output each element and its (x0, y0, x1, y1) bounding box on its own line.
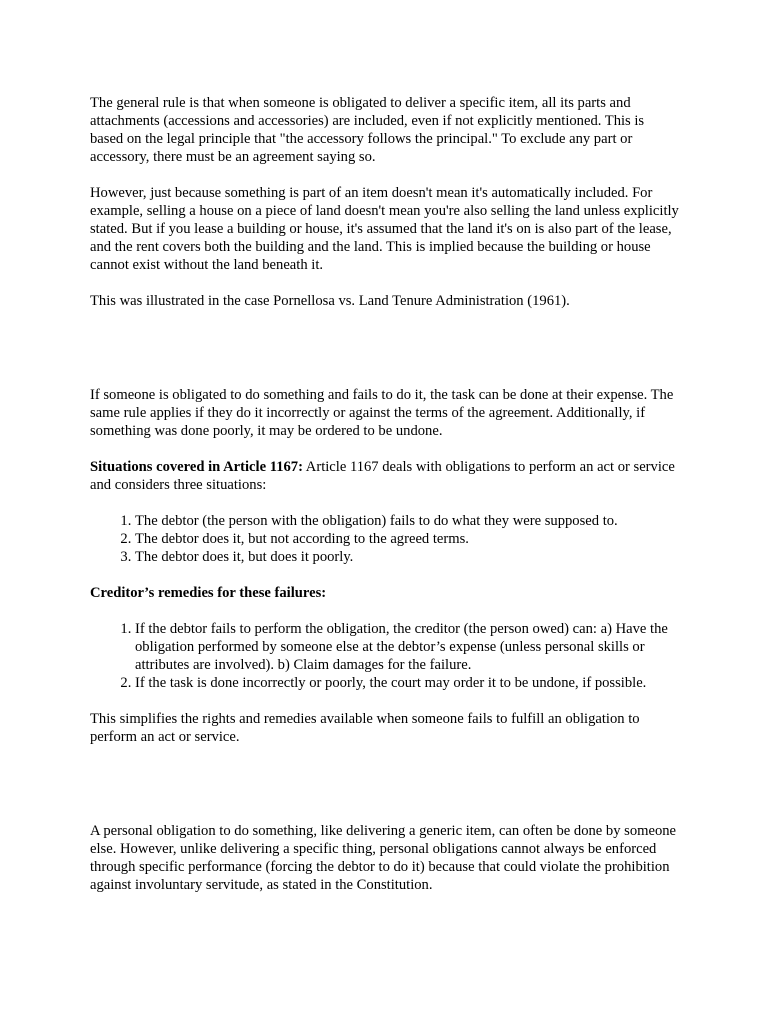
paragraph-case-citation: This was illustrated in the case Pornellosa vs. Land Tenure Administration (1961). (90, 293, 570, 309)
remedies-list (90, 620, 680, 692)
situations-intro: Article 1167 deals with obligations to perform an act or service and considers three situations: (90, 459, 675, 493)
list-item: 1. If the debtor fails to perform the obligation, the creditor (the person owed) can: a) Have the obligation performed by someone else at the debtor’s expense (unless personal skills or attributes are involved). b) Claim damages for the failure. (135, 620, 680, 674)
document-page (90, 94, 680, 894)
paragraph-personal-obligation: A personal obligation to do something, like delivering a generic item, can often be done by someone else. However, unlike delivering a specific thing, personal obligations cannot always be enforced through specific performance (forcing the debtor to do it) because that could violate the prohibition against involuntary servitude, as stated in the Constitution. (90, 823, 677, 893)
situations-list (90, 512, 680, 566)
list-item: 1. The debtor (the person with the obligation) fails to do what they were supposed to. (135, 512, 680, 530)
list-item: 2. The debtor does it, but not according to the agreed terms. (135, 530, 680, 548)
paragraph-lease-example: However, just because something is part of an item doesn't mean it's automatically included. For example, selling a house on a piece of land doesn't mean you're also selling the land unless explicitly stated. But if you lease a building or house, it's assumed that the land it's on is also part of the lease, and the rent covers both the building and the land. This is implied because the building or house cannot exist without the land beneath it. (90, 185, 679, 273)
list-item: 3. The debtor does it, but does it poorly. (135, 548, 680, 566)
list-item: 2. If the task is done incorrectly or poorly, the court may order it to be undone, if possible. (135, 674, 680, 692)
paragraph-closing: This simplifies the rights and remedies available when someone fails to fulfill an obligation to perform an act or service. (90, 711, 640, 745)
situations-heading: Situations covered in Article 1167: (90, 459, 303, 475)
remedies-heading-paragraph (90, 584, 680, 602)
remedies-heading: Creditor’s remedies for these failures: (90, 585, 327, 601)
paragraph-accessory-rule: The general rule is that when someone is obligated to deliver a specific item, all its parts and attachments (accessions and accessories) are included, even if not explicitly mentioned. This is based on the legal principle that "the accessory follows the principal." To exclude any part or accessory, there must be an agreement saying so. (90, 95, 645, 165)
paragraph-article-1167 (90, 458, 680, 494)
paragraph-failure-rule: If someone is obligated to do something and fails to do it, the task can be done at their expense. The same rule applies if they do it incorrectly or against the terms of the agreement. Additionally, if something was done poorly, it may be ordered to be undone. (90, 387, 674, 439)
